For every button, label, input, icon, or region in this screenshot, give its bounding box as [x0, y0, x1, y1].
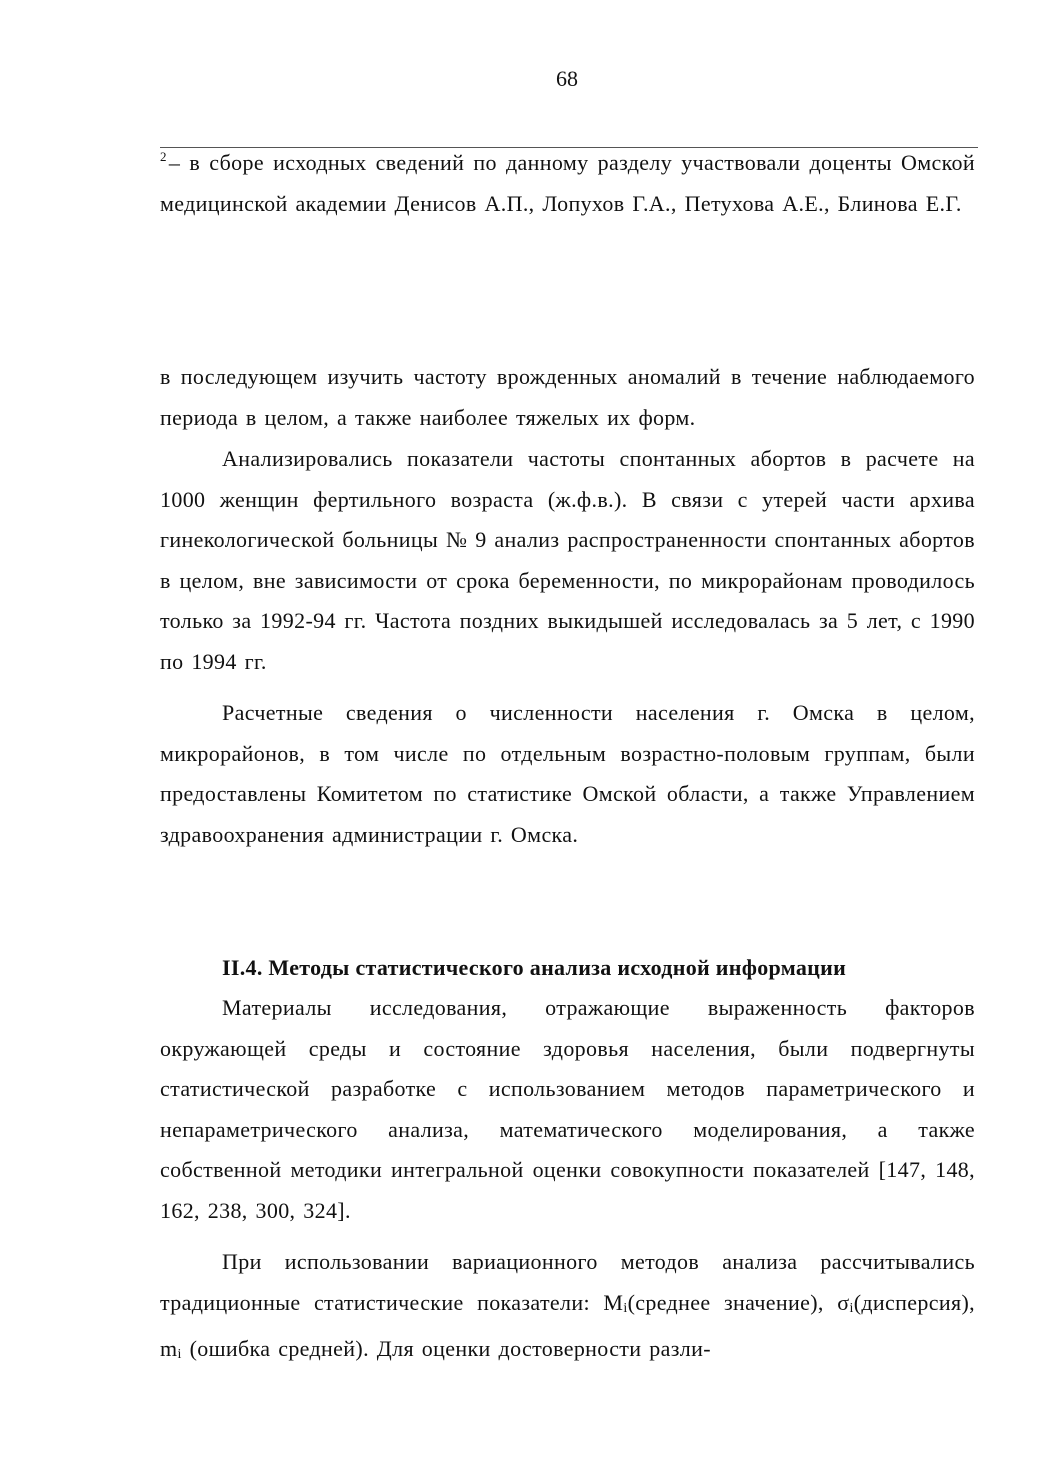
- p5-text-4: (ошибка средней). Для оценки достоверности разли-: [181, 1336, 711, 1361]
- p5-text-3: (дисперсия), m: [160, 1289, 975, 1361]
- p5-subscript-3: i: [177, 1347, 182, 1362]
- section-heading: II.4. Методы статистического анализа исходной информации: [222, 955, 847, 980]
- p5-text-2: (среднее значение), σ: [627, 1289, 850, 1315]
- p5-subscript-2: i: [849, 1300, 854, 1316]
- p5-subscript-1: i: [623, 1300, 628, 1316]
- paragraph-research-materials: Материалы исследования, отражающие выраженность факторов окружающей среды и состояние здоровья населения, были подвергнуты статистической разработке с использованием методов параметрического и непараметрического анализа, математического моделирования, а также собственной методики интегральной оценки совокупности показателей [147, 148, 162, 238, 300, 324].: [160, 995, 975, 1223]
- paragraph-population-data: Расчетные сведения о численности населения г. Омска в целом, микрорайонов, в том числе по отдельным возрастно-половым группам, были предоставлены Комитетом по статистике Омской области, а также Управлением здравоохранения администрации г. Омска.: [160, 700, 975, 847]
- page-number: 68: [556, 66, 578, 91]
- paragraph-variation-methods: [160, 1242, 975, 1376]
- footnote-mark: 2: [160, 149, 167, 164]
- footnote-text: – в сборе исходных сведений по данному разделу участвовали доценты Омской медицинской академии Денисов А.П., Лопухов Г.А., Петухова А.Е., Блинова Е.Г.: [160, 150, 975, 216]
- paragraph-continuation: в последующем изучить частоту врожденных аномалий в течение наблюдаемого периода в целом, а также наиболее тяжелых их форм.: [160, 364, 975, 430]
- footnote: [160, 143, 975, 224]
- p5-text-1: При использовании вариационного методов анализа рассчитывались традиционные статистические показатели: M: [160, 1249, 975, 1315]
- paragraph-spontaneous-abortions: Анализировались показатели частоты спонтанных абортов в расчете на 1000 женщин фертильного возраста (ж.ф.в.). В связи с утерей части архива гинекологической больницы № 9 анализ распространенности спонтанных абортов в целом, вне зависимости от срока беременности, по микрорайонам проводилось только за 1992-94 гг. Частота поздних выкидышей исследовалась за 5 лет, с 1990 по 1994 гг.: [160, 446, 975, 674]
